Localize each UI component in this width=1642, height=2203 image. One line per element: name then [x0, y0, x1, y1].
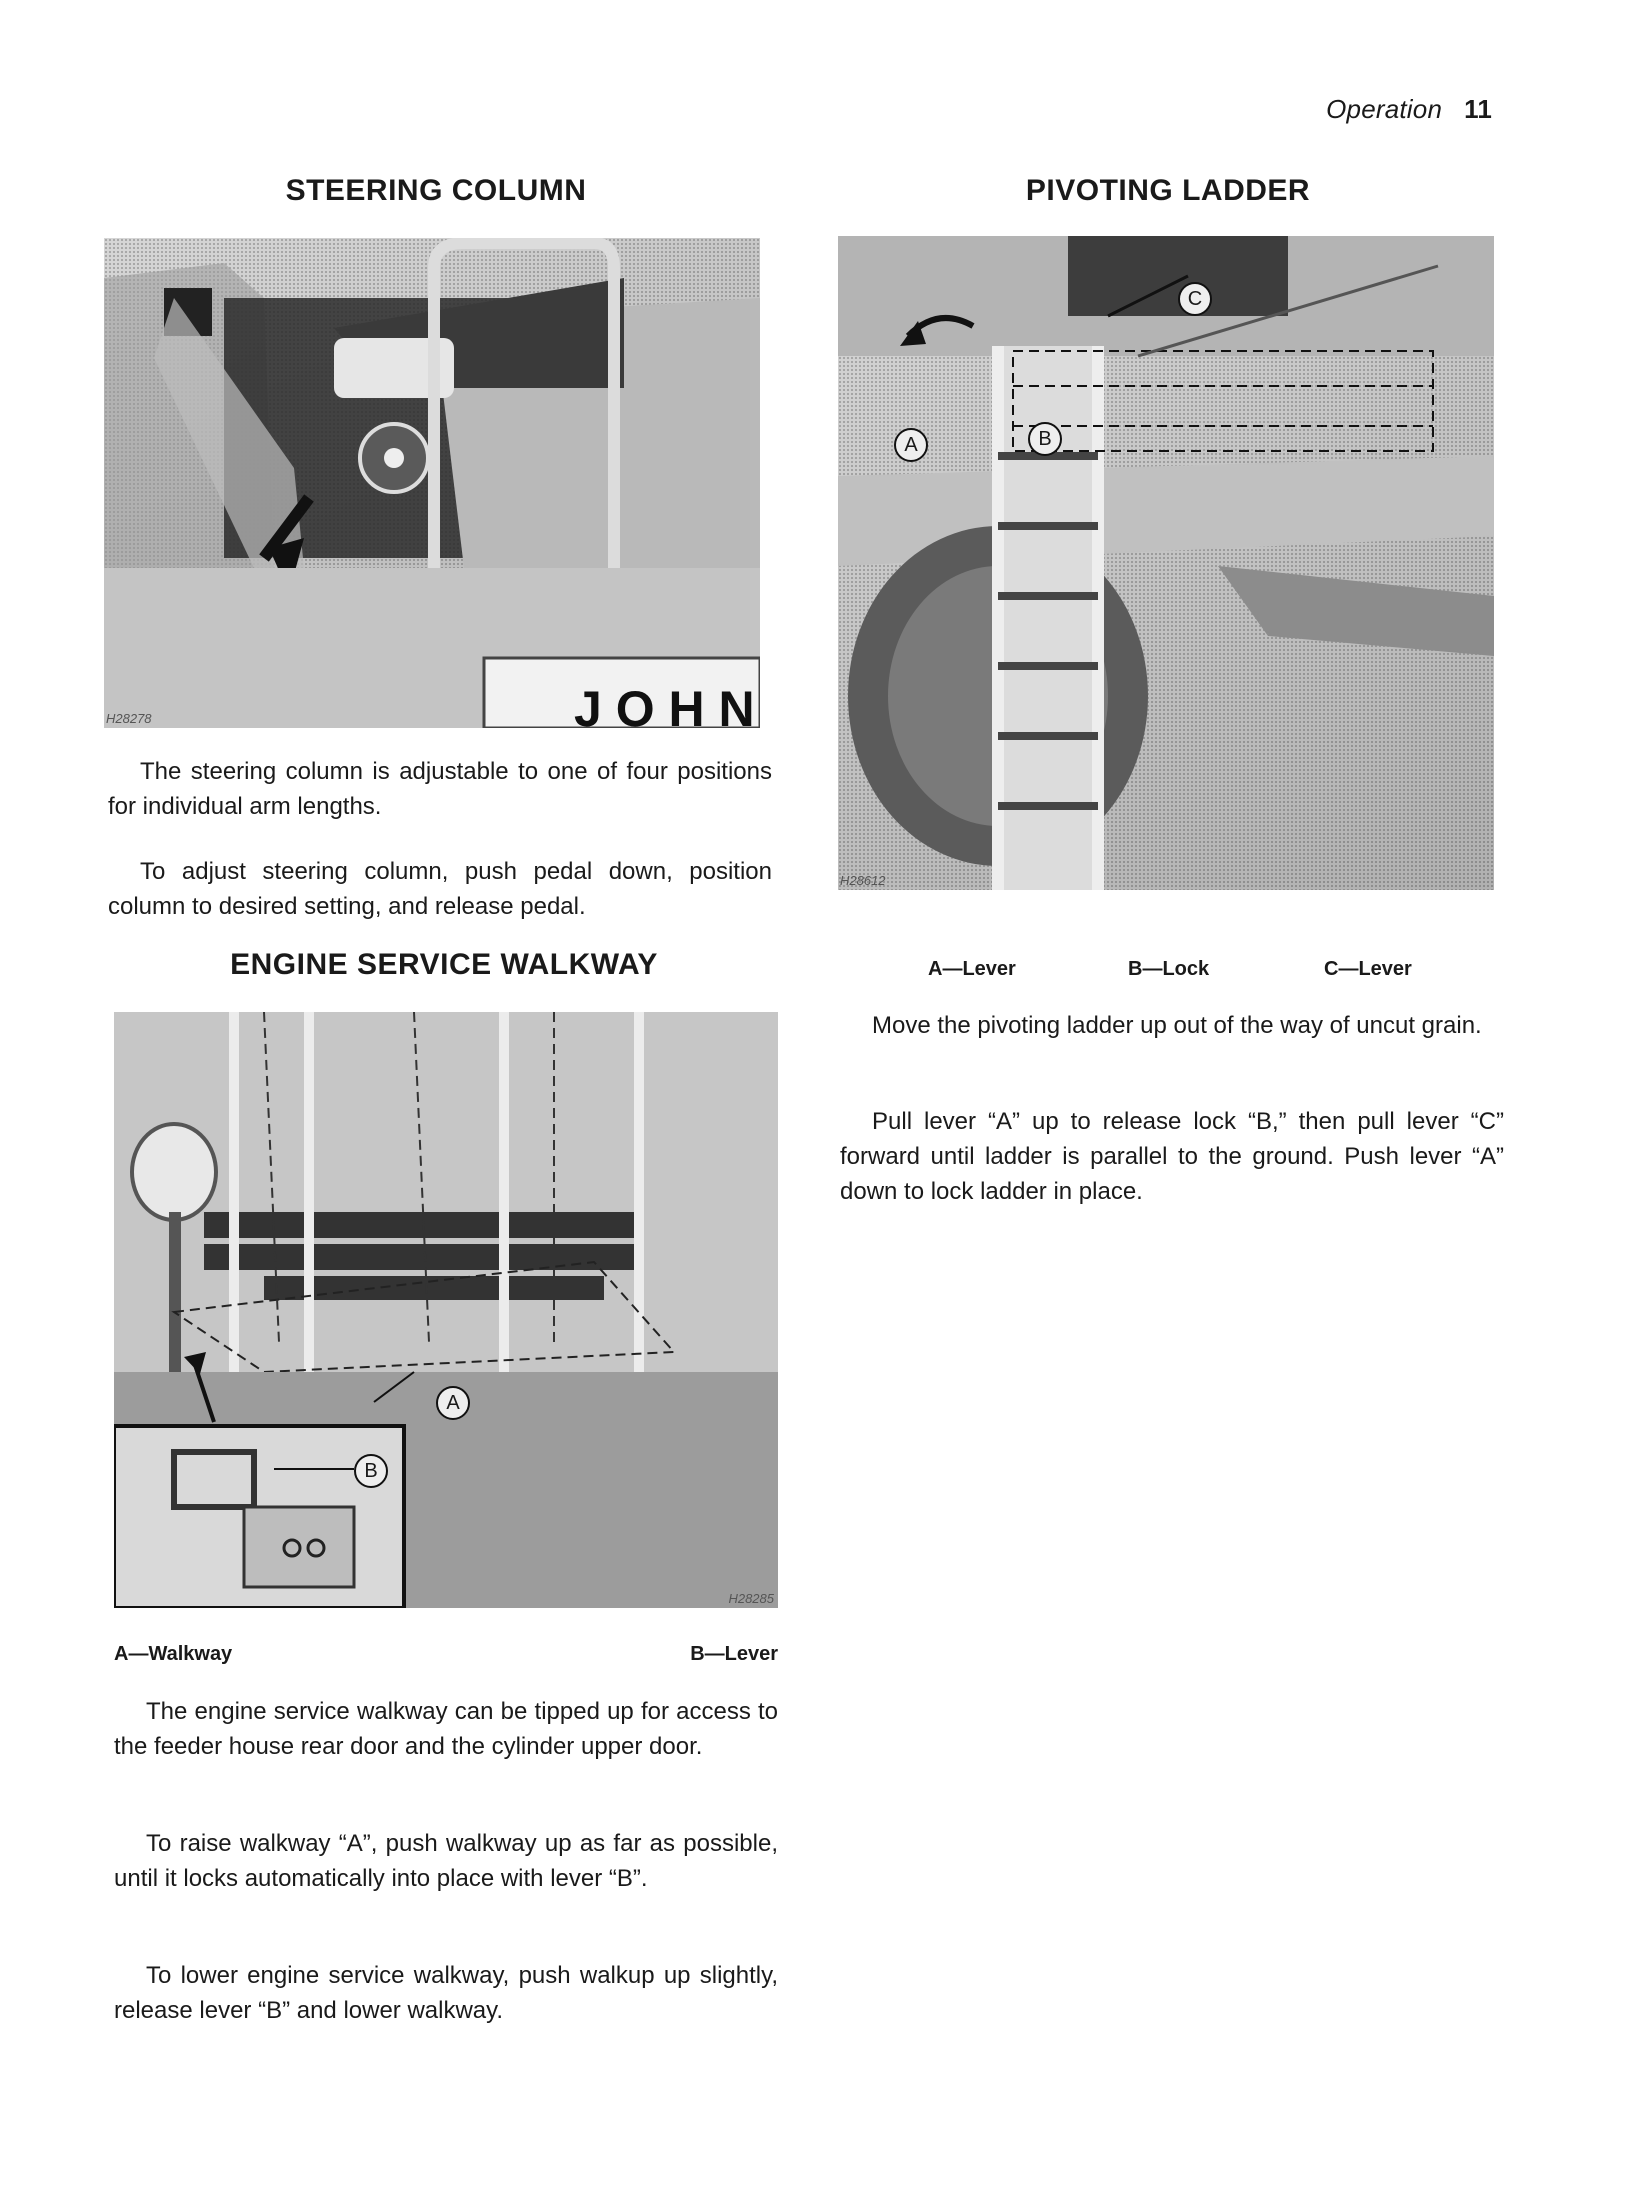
callout-c: C — [1178, 282, 1212, 316]
ladder-paragraph-2: Pull lever “A” up to release lock “B,” then pull lever “C” forward until ladder is parallel to the ground. Push lever “A” down to lock ladder in place. — [840, 1108, 1504, 1205]
walkway-captions — [114, 1643, 778, 1669]
steering-paragraph-2: To adjust steering column, push pedal down, position column to desired setting, and release pedal. — [108, 858, 772, 920]
caption-b-lever: B—Lever — [690, 1643, 778, 1665]
section-name: Operation — [1326, 94, 1443, 124]
steering-column-photo — [104, 238, 760, 728]
walkway-paragraph-3: To lower engine service walkway, push walkup up slightly, release lever “B” and lower walkway. — [114, 1962, 778, 2024]
photo-code: H28278 — [106, 711, 152, 726]
pivoting-ladder-heading: PIVOTING LADDER — [1025, 174, 1311, 207]
caption-c-lever: C—Lever — [1324, 958, 1412, 980]
pivoting-ladder-photo — [838, 236, 1494, 890]
engine-service-walkway-heading: ENGINE SERVICE WALKWAY — [230, 948, 658, 981]
photo-code: H28285 — [728, 1591, 774, 1606]
steering-paragraph-1: The steering column is adjustable to one of four positions for individual arm lengths. — [108, 758, 772, 820]
ladder-paragraph-1: Move the pivoting ladder up out of the way of uncut grain. — [872, 1012, 1482, 1039]
caption-a-walkway: A—Walkway — [114, 1643, 233, 1665]
walkway-paragraph-2: To raise walkway “A”, push walkway up as far as possible, until it locks automatically into place with lever “B”. — [114, 1830, 778, 1892]
callout-a: A — [894, 428, 928, 462]
engine-walkway-illustration — [114, 1012, 778, 1608]
caption-b-lock: B—Lock — [1128, 958, 1210, 980]
steering-column-heading: STEERING COLUMN — [285, 174, 587, 207]
callout-a: A — [436, 1386, 470, 1420]
pivoting-ladder-illustration — [838, 236, 1494, 890]
walkway-paragraph-1: The engine service walkway can be tipped up for access to the feeder house rear door and the cylinder upper door. — [114, 1698, 778, 1760]
caption-a-lever: A—Lever — [928, 958, 1016, 980]
page-header — [1326, 94, 1492, 125]
page-number: 11 — [1464, 94, 1492, 124]
callout-b: B — [354, 1454, 388, 1488]
steering-column-illustration — [104, 238, 760, 728]
callout-b: B — [1028, 422, 1062, 456]
photo-code: H28612 — [840, 873, 886, 888]
engine-walkway-photo — [114, 1012, 778, 1608]
svg-text:J O H N: J O H N — [574, 681, 755, 728]
ladder-captions — [838, 958, 1494, 984]
